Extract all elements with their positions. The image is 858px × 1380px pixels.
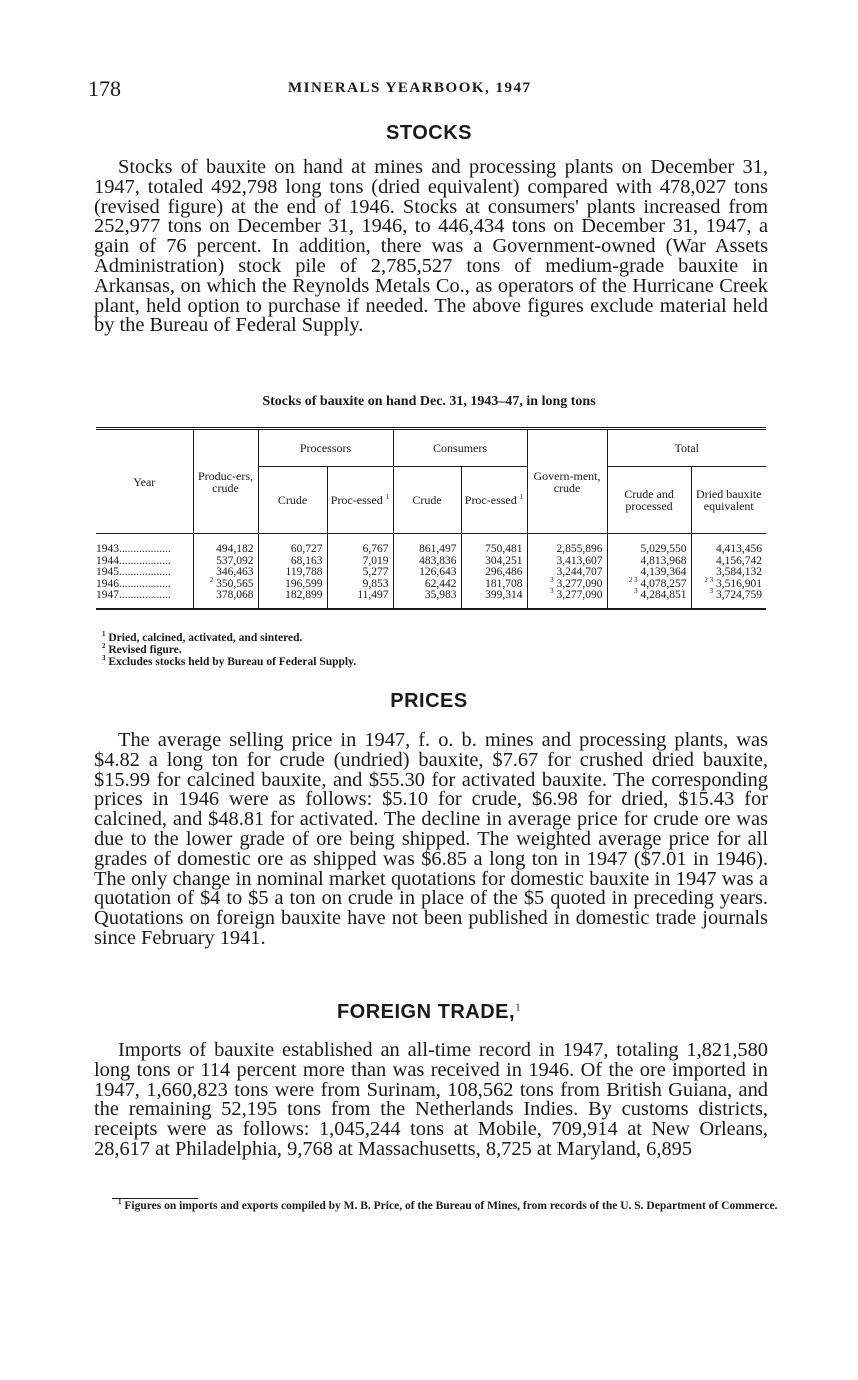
header-processors-processed: Proc-essed $^1$: [327, 467, 393, 534]
header-government: Govern-ment, crude: [527, 429, 607, 534]
page-number: 178: [88, 76, 121, 101]
page-footnote: $^1$ Figures on imports and exports compiled by M. B. Price, of the Bureau of Mines, from records of the U. S. Department of Commerce.: [118, 1198, 778, 1212]
header-consumers: Consumers: [393, 429, 527, 467]
table-footnotes: [102, 632, 762, 668]
table-row: 1944.................. 537,092 68,163 7,019 483,836 304,251 3,413,607 4,813,968 4,156,742: [96, 556, 766, 568]
header-processors: Processors: [258, 429, 393, 467]
header-producers: Produc-ers, crude: [193, 429, 258, 534]
foreign-trade-heading: FOREIGN TRADE,$^1$: [336, 1001, 522, 1023]
table-footnote: $^1$ Dried, calcined, activated, and sintered.: [102, 630, 303, 644]
table-footnote: $^2$ Revised figure.: [102, 642, 182, 656]
prices-heading: PRICES: [390, 690, 468, 712]
header-processors-crude: Crude: [258, 467, 327, 534]
prices-paragraph: The average selling price in 1947, f. o. b. mines and processing plants, was $4.82 a long ton for crude (undried) bauxite, $7.67 for crushed dried bauxite, $15.99 for calcined bauxite, and $55.30 for activated bauxite. The corresponding prices in 1946 were as follows: $5.10 for crude, $6.98 for dried, $15.43 for calcined, and $48.81 for activated. The decline in average price for crude ore was due to the lower grade of ore being shipped. The weighted average price for all grades of domestic ore as shipped was $6.85 a long ton in 1947 ($7.01 in 1946). The only change in nominal market quotations for domestic bauxite in 1947 was a quotation of $4 to $5 a ton on crude in place of the $5 quoted in preceding years. Quotations on foreign bauxite have not been published in domestic trade journals since February 1941.: [94, 729, 768, 949]
table-row: 1945.................. 346,463 119,788 5,277 126,643 296,486 3,244,707 4,139,364 3,584,132: [96, 567, 766, 579]
table-row: 1946.................. $^2$ 350,565 196,599 9,853 62,442 181,708 $^3$ 3,277,090 $^{2 3}$ 4,078,257 $^{2 3}$ 3,516,901: [96, 579, 766, 591]
stocks-heading: STOCKS: [386, 122, 472, 144]
header-total: Total: [607, 429, 766, 467]
table-row: 1943.................. 494,182 60,727 6,767 861,497 750,481 2,855,896 5,029,550 4,413,456: [96, 544, 766, 556]
header-consumers-processed: Proc-essed $^1$: [461, 467, 527, 534]
footnote-rule: [112, 1198, 198, 1199]
header-consumers-crude: Crude: [393, 467, 461, 534]
header-dried-equivalent: Dried bauxite equivalent: [691, 467, 766, 534]
table-footnote: $^3$ Excludes stocks held by Bureau of Federal Supply.: [102, 654, 357, 668]
stocks-paragraph: Stocks of bauxite on hand at mines and processing plants on December 31, 1947, totaled 492,798 long tons (dried equivalent) compared with 478,027 tons (revised figure) at the end of 1946. Stocks at consumers' plants increased from 252,977 tons on December 31, 1946, to 446,434 tons on December 31, 1947, a gain of 76 percent. In addition, there was a Government-owned (War Assets Administration) stock pile of 2,785,527 tons of medium-grade bauxite in Arkansas, on which the Reynolds Metals Co., as operators of the Hurricane Creek plant, held option to purchase if needed. The above figures exclude material held by the Bureau of Federal Supply.: [94, 156, 768, 337]
running-title: MINERALS YEARBOOK, 1947: [288, 80, 532, 96]
header-crude-and-processed: Crude and processed: [607, 467, 691, 534]
table-row: 1947.................. 378,068 182,899 11,497 35,983 399,314 $^3$ 3,277,090 $^3$ 4,284,851 $^3$ 3,724,759: [96, 590, 766, 602]
running-head: [88, 76, 768, 104]
stocks-table: [96, 427, 766, 610]
foreign-trade-paragraph: Imports of bauxite established an all-time record in 1947, totaling 1,821,580 long tons or 114 percent more than was received in 1946. Of the ore imported in 1947, 1,660,823 tons were from Surinam, 108,562 tons from British Guiana, and the remaining 52,195 tons from the Netherlands Indies. By customs districts, receipts were as follows: 1,045,244 tons at Mobile, 709,914 at New Orleans, 28,617 at Philadelphia, 9,768 at Massachusetts, 8,725 at Maryland, 6,895: [94, 1039, 768, 1160]
header-year: Year: [133, 474, 156, 489]
table-title: Stocks of bauxite on hand Dec. 31, 1943–47, in long tons: [262, 394, 596, 409]
